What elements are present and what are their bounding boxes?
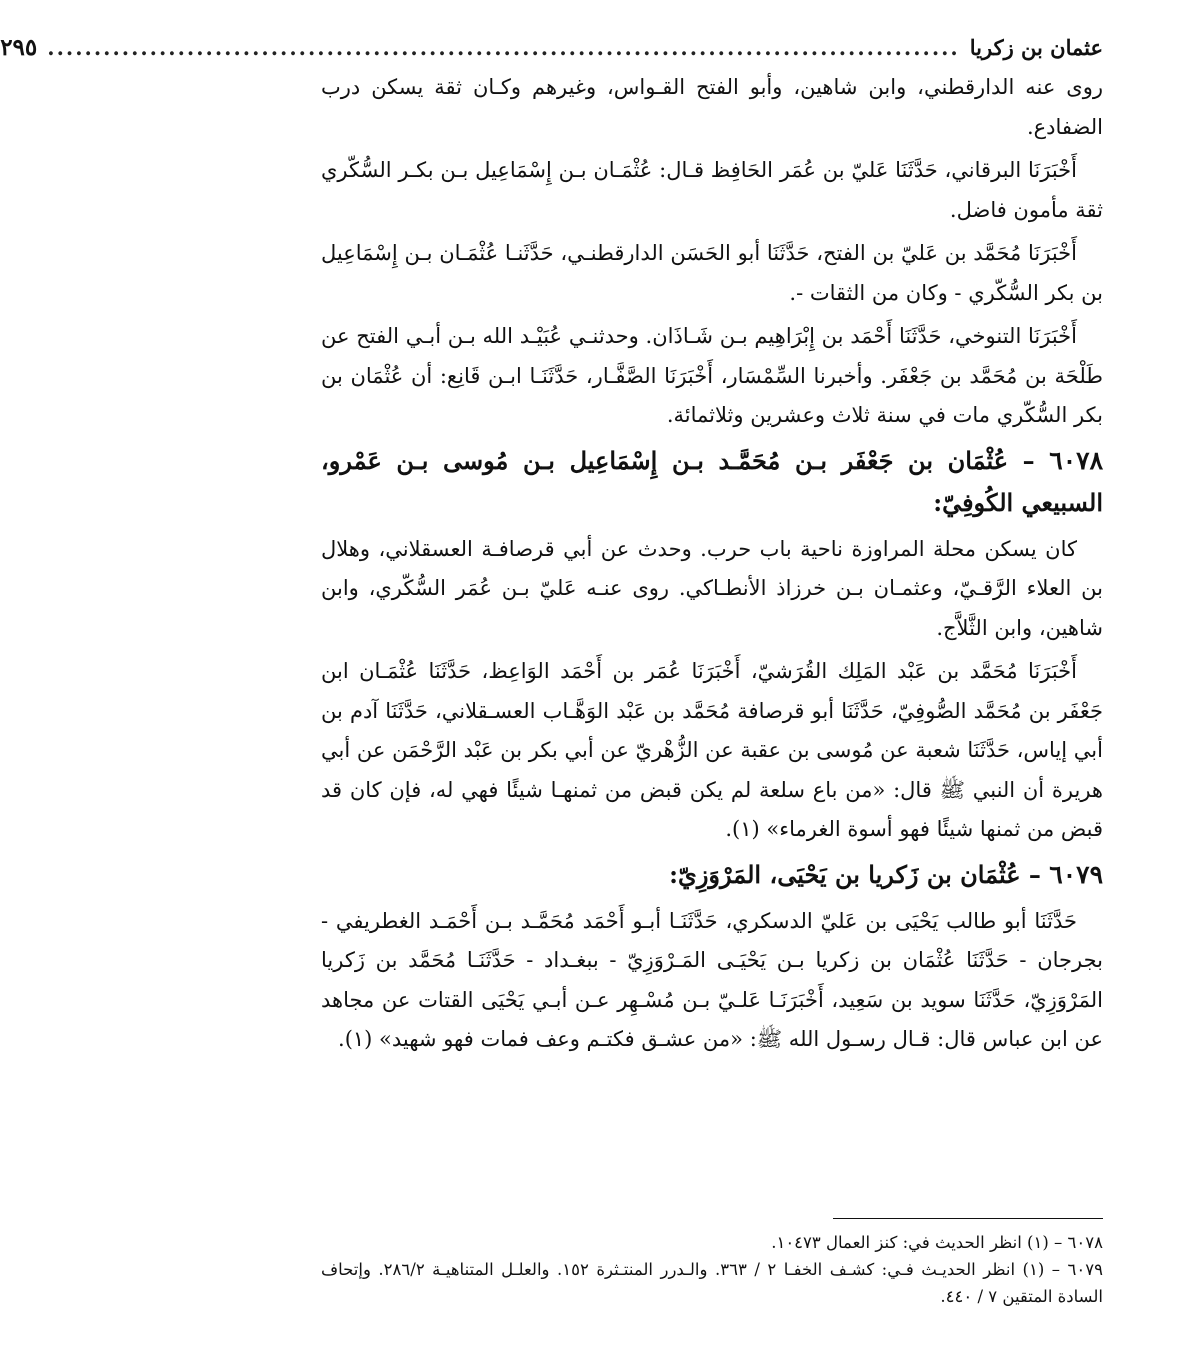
paragraph-6078-hadith: أَخْبَرَنَا مُحَمَّد بن عَبْد المَلِك القُرَشيّ، أَخْبَرَنَا عُمَر بن أَحْمَد الوَاعِظ، حَدَّثَنَا عُثْمَـان ابن جَعْفَر بن مُحَمَّد الصُّوفِيّ، حَدَّثَنَا أبو قرصافة مُحَمَّد بن عَبْد الوَهَّـاب العسـقلاني، حَدَّثَنَا آدم بن أبي إياس، حَدَّثَنَا شعبة عن مُوسى بن عقبة عن الزُّهْريّ عن أبي بكر بن عَبْد الرَّحْمَن عن أبي هريرة أن النبي ﷺ قال: «من باع سلعة لم يكن قبض من ثمنهـا شيئًا فهي له، فإن كان قد قبض من ثمنها شيئًا فهو أسوة الغرماء» (١). bbox=[321, 659, 1103, 841]
entry-name: عُثْمَان بن جَعْفَر بـن مُحَمَّـد بـن إِسْمَاعِيل بـن مُوسى بـن عَمْرو، السبيعي الكُوفِيّ: bbox=[321, 445, 1103, 517]
footnotes bbox=[321, 1218, 1103, 1310]
entry-number: ٦٠٧٨ bbox=[1049, 445, 1103, 475]
running-head bbox=[0, 28, 1103, 68]
entry-number: ٦٠٧٩ bbox=[1049, 859, 1103, 889]
entry-heading-6079 bbox=[321, 854, 1103, 896]
footnote-6079: ٦٠٧٩ – (١) انظر الحديـث فـي: كشـف الخفـا ٢ / ٣٦٣. والـدرر المنتـثرة ١٥٢. والعلـل المتناهيـة ٢٨٦/٢. وإتحاف السادة المتقين ٧ / ٤٤٠. bbox=[321, 1260, 1103, 1306]
paragraph-6078-bio: كان يسكن محلة المراوزة ناحية باب حرب. وحدث عن أبي قرصافـة العسقلاني، وهلال بن العلاء الرَّقـيّ، وعثمـان بـن خرزاذ الأنطـاكي. روى عنـه عَليّ بـن عُمَر السُّكّري، وابن شاهين، وابن الثَّلاَّج. bbox=[321, 536, 1103, 640]
paragraph-daraqutni: أَخْبَرَنَا مُحَمَّد بن عَليّ بن الفتح، حَدَّثَنَا أبو الحَسَن الدارقطنـي، حَدَّثَنـا عُثْمَـان بـن إِسْمَاعِيل بن بكر السُّكّري - وكان من الثقات -. bbox=[321, 241, 1103, 305]
paragraph-barqani: أَخْبَرَنَا البرقاني، حَدَّثَنَا عَليّ بن عُمَر الحَافِظ قـال: عُثْمَـان بـن إِسْمَاعِيل بـن بكـر السُّكّري ثقة مأمون فاضل. bbox=[321, 158, 1103, 222]
entry-dash: – bbox=[1008, 445, 1050, 475]
paragraph-narrators: روى عنه الدارقطني، وابن شاهين، وأبو الفتح القـواس، وغيرهم وكـان ثقة يسكن درب الضفادع. bbox=[321, 75, 1103, 139]
running-title: عثمان بن زكريا bbox=[969, 35, 1103, 60]
paragraph-tanukhi: أَخْبَرَنَا التنوخي، حَدَّثَنَا أَحْمَد بن إِبْرَاهِيم بـن شَـاذَان. وحدثنـي عُبَيْـد الله بـن أبـي الفتح عن طَلْحَة بن مُحَمَّد بن جَعْفَر. وأخبرنا السِّمْسَار، أَخْبَرَنَا الصَّفَّـار، حَدَّثَنَـا ابـن قَانِع: أن عُثْمَان بن بكر السُّكّري مات في سنة ثلاث وعشرين وثلاثمائة. bbox=[321, 324, 1103, 427]
paragraph-6079-hadith: حَدَّثَنَا أبو طالب يَحْيَى بن عَليّ الدسكري، حَدَّثَنَـا أبـو أَحْمَد مُحَمَّـد بـن أَحْمَـد الغطريفي - بجرجان - حَدَّثَنَا عُثْمَان بن زكريا بـن يَحْيَـى المَـرْوَزِيّ - ببغـداد - حَدَّثَنَـا مُحَمَّد بن زَكريا المَرْوَزِيّ، حَدَّثَنَا سويد بن سَعِيد، أَخْبَرَنَـا عَلـيّ بـن مُسْـهِر عـن أبـي يَحْيَى القتات عن مجاهد عن ابن عباس قال: قـال رسـول الله ﷺ: «من عشـق فكتـم وعف فمات فهو شهيد» (١). bbox=[321, 908, 1103, 1051]
entry-dash: – bbox=[1020, 859, 1050, 889]
entry-name: عُثْمَان بن زَكريا بن يَحْيَى، المَرْوَزِيّ: bbox=[669, 859, 1021, 889]
footnote-rule bbox=[833, 1218, 1103, 1219]
entry-heading-6078 bbox=[321, 440, 1103, 524]
footnote-6078: ٦٠٧٨ – (١) انظر الحديث في: كنز العمال ١٠٤٧٣. bbox=[771, 1233, 1103, 1252]
leader-dots: .................................................................................................. bbox=[47, 35, 960, 60]
page-number: ٢٩٥ bbox=[0, 34, 38, 61]
book-page bbox=[0, 28, 1103, 1347]
